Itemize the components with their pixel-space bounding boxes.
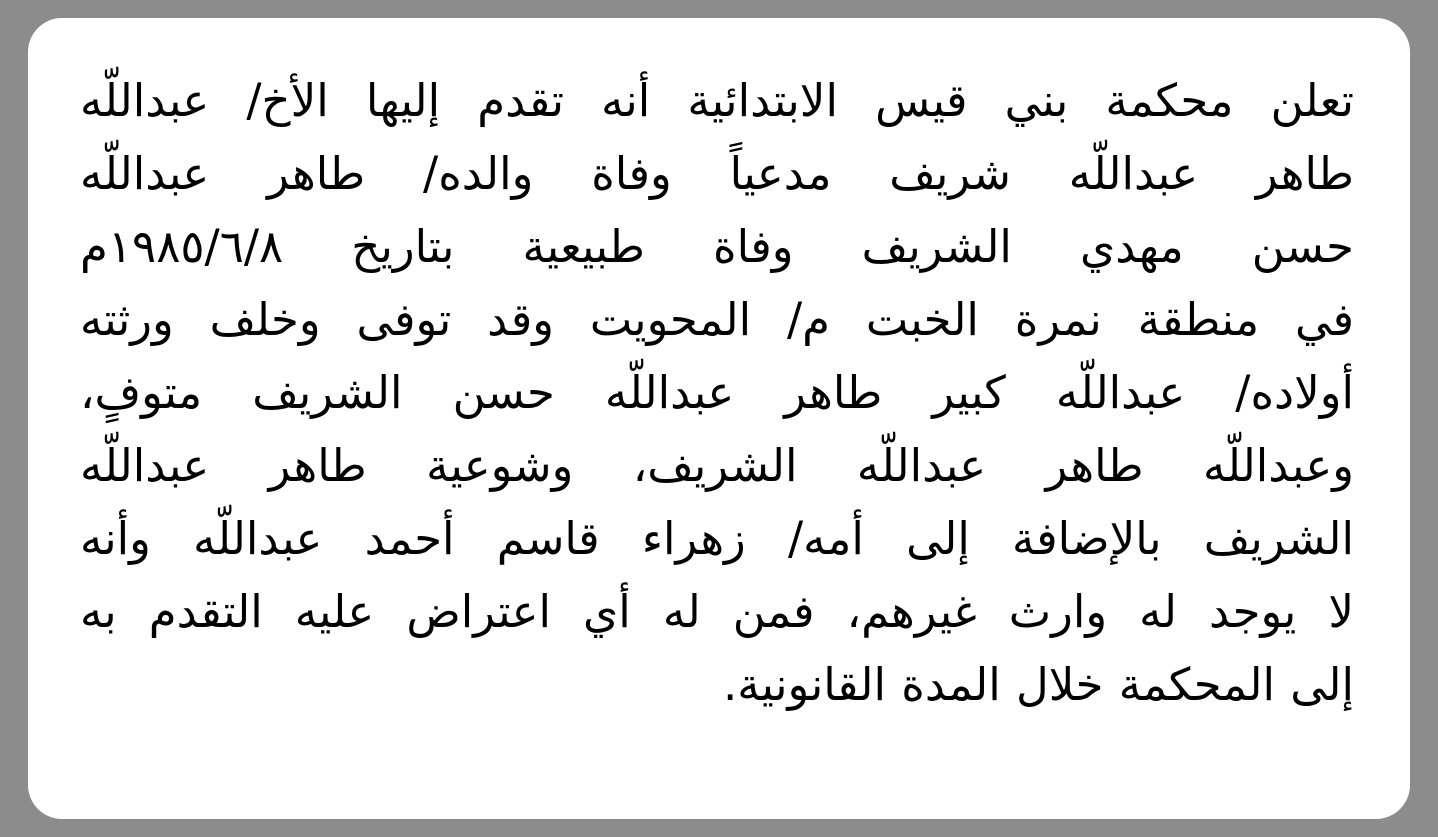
notice-line: طاهر عبداللّه شريف مدعياً وفاة والده/ طاهر عبداللّه [80, 147, 1354, 200]
notice-line: لا يوجد له وارث غيرهم، فمن له أي اعتراض عليه التقدم به [80, 585, 1354, 638]
notice-text-block [80, 64, 1354, 721]
notice-line: في منطقة نمرة الخبت م/ المحويت وقد توفى وخلف ورثته [80, 293, 1354, 346]
notice-line: تعلن محكمة بني قيس الابتدائية أنه تقدم إليها الأخ/ عبداللّه [80, 74, 1354, 127]
notice-line: أولاده/ عبداللّه كبير طاهر عبداللّه حسن الشريف متوفٍ، [80, 366, 1354, 419]
notice-line: إلى المحكمة خلال المدة القانونية. [723, 658, 1354, 711]
notice-card [28, 18, 1410, 819]
notice-line: حسن مهدي الشريف وفاة طبيعية بتاريخ ١٩٨٥/٦/٨م [80, 220, 1354, 273]
notice-line: وعبداللّه طاهر عبداللّه الشريف، وشوعية طاهر عبداللّه [80, 439, 1354, 492]
notice-line: الشريف بالإضافة إلى أمه/ زهراء قاسم أحمد عبداللّه وأنه [80, 512, 1354, 565]
